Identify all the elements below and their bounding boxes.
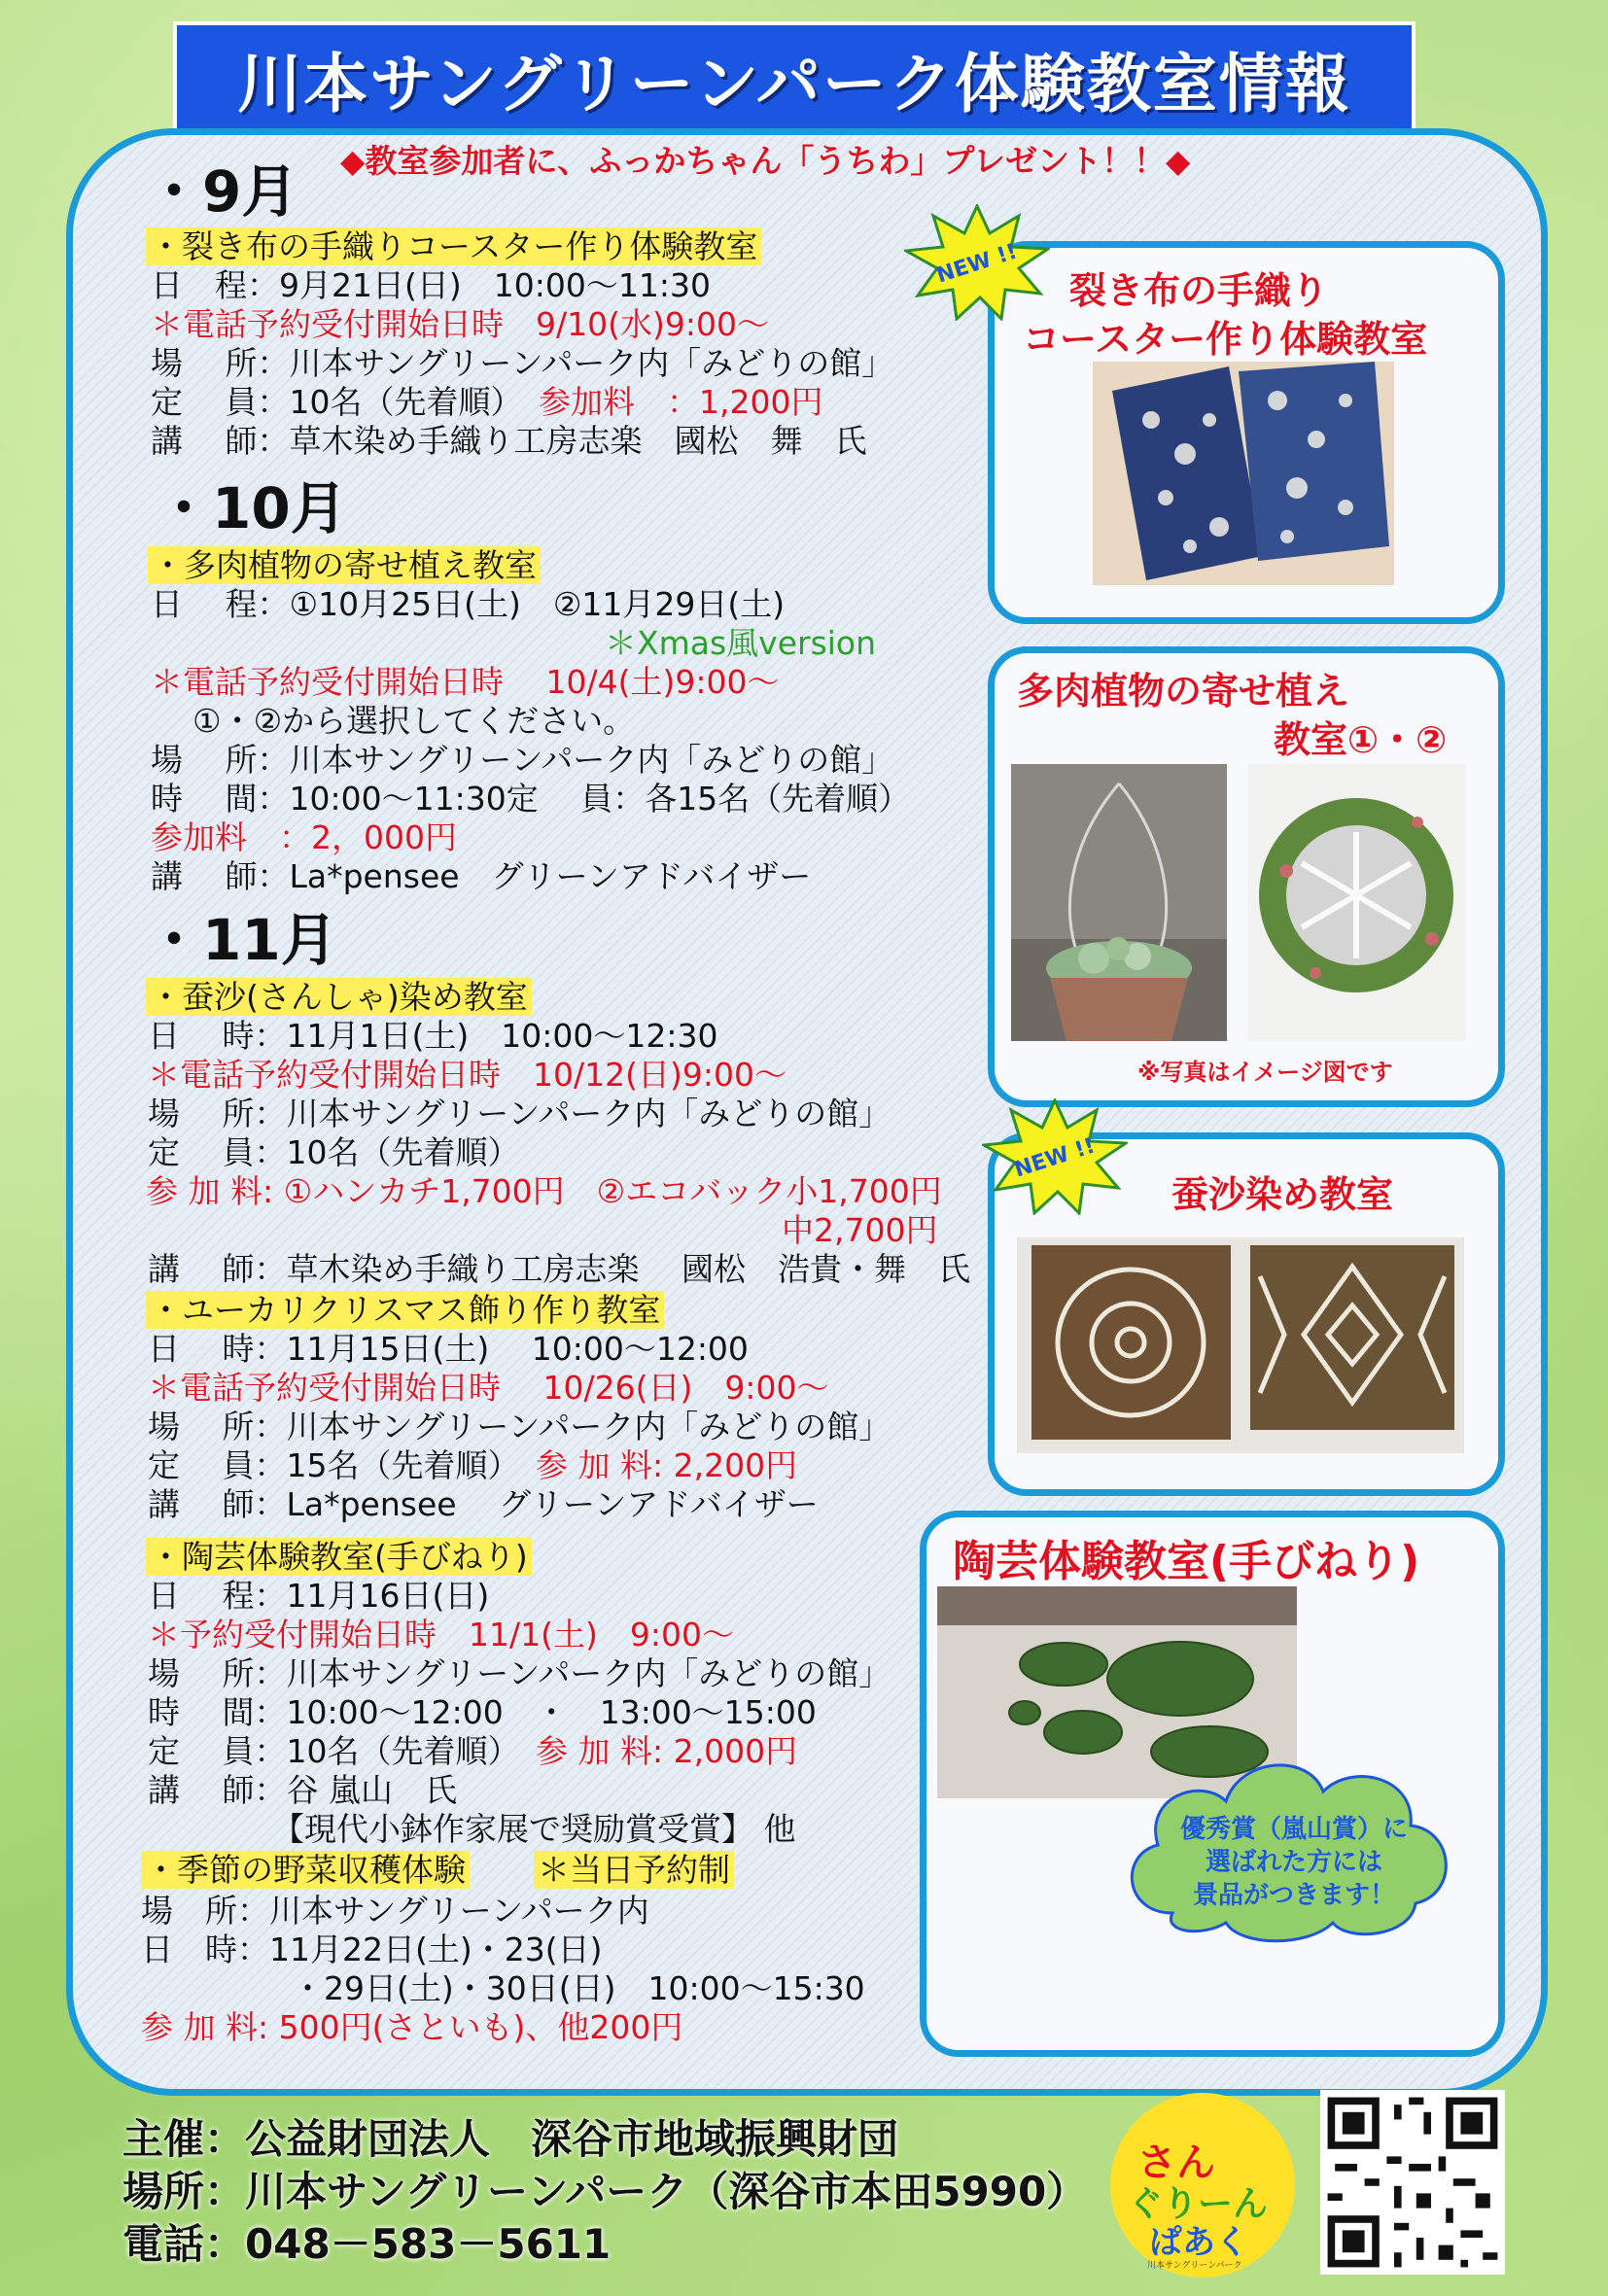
reservation-pottery: ＊予約受付開始日時 11/1(土) 9:00～: [148, 1616, 734, 1653]
instructor-silk: 講 師：草木染め手織り工房志楽 國松 浩貴・舞 氏: [148, 1250, 970, 1288]
capacity-eucalyptus: 定 員：15名（先着順） 参 加 料: 2,200円: [148, 1446, 798, 1484]
logo-sub: 川本サングリーンパーク: [1147, 2261, 1242, 2271]
award-text-2: 選ばれた方には: [1205, 1848, 1382, 1877]
date-silk: 日 時：11月1日(土) 10:00～12:30: [148, 1017, 718, 1055]
silk-box-title: 蚕沙染め教室: [1171, 1173, 1394, 1216]
new-badge-2-text: NEW !!: [1011, 1133, 1099, 1183]
new-badge-1: [904, 204, 1050, 321]
image-caption: ※写真はイメージ図です: [1137, 1059, 1393, 1086]
coaster-box-title-2: コースター作り体験教室: [1023, 318, 1428, 361]
fee-succulent: 参加料 ：2，000円: [151, 818, 457, 856]
place-pottery: 場 所：川本サングリーンパーク内「みどりの館」: [148, 1654, 891, 1692]
pottery-box-title: 陶芸体験教室(手びねり): [953, 1537, 1420, 1586]
new-badge-2: [982, 1098, 1128, 1215]
date-harvest-2: ・29日(土)・30日(日) 10:00～15:30: [292, 1969, 865, 2007]
instructor-pottery: 講 師：谷 嵐山 氏: [148, 1771, 457, 1809]
reservation-coaster: ＊電話予約受付開始日時 9/10(水)9:00～: [151, 305, 769, 343]
instructor-award: 【現代小鉢作家展で奨励賞受賞】 他: [272, 1810, 796, 1848]
class-title-coaster: ・裂き布の手織りコースター作り体験教室: [146, 222, 761, 267]
class-title-eucalyptus: ・ユーカリクリスマス飾り作り教室: [146, 1285, 664, 1331]
schedule-coaster: 日 程：9月21日(日) 10:00～11:30: [151, 266, 711, 304]
fee-silk-2: 中2,700円: [782, 1211, 938, 1249]
qr-code[interactable]: [1320, 2090, 1505, 2275]
instructor-eucalyptus: 講 師：La*pensee グリーンアドバイザー: [148, 1485, 819, 1523]
class-title-harvest: ・季節の野菜収穫体験 ＊当日予約制: [141, 1845, 734, 1891]
fee-silk: 参 加 料: ①ハンカチ1,700円 ②エコバック小1,700円: [146, 1172, 942, 1210]
month-november: ・11月: [146, 907, 337, 973]
succulent-box-title-2: 教室①・②: [1274, 718, 1448, 761]
coaster-box-title-1: 裂き布の手織り: [1069, 269, 1329, 312]
award-text-3: 景品がつきます！: [1192, 1881, 1395, 1910]
new-badge-1-text: NEW !!: [933, 239, 1021, 289]
place-succulent: 場 所：川本サングリーンパーク内「みどりの館」: [151, 741, 894, 779]
time-pottery: 時 間：10:00～12:00 ・ 13:00～15:00: [148, 1693, 817, 1731]
place-harvest: 場 所：川本サングリーンパーク内: [141, 1892, 649, 1930]
place-eucalyptus: 場 所：川本サングリーンパーク内「みどりの館」: [148, 1408, 891, 1445]
class-title-pottery: ・陶芸体験教室(手びねり): [146, 1532, 532, 1578]
date-pottery: 日 程：11月16日(日): [148, 1577, 490, 1615]
capacity-coaster: 定 員：10名（先着順） 参加料 ：1,200円: [151, 383, 823, 421]
xmas-note: ＊Xmas風version: [605, 624, 877, 662]
park-logo: [1110, 2093, 1295, 2278]
silk-dye-photo: [1017, 1237, 1464, 1453]
succulent-hanging-photo: [1011, 764, 1227, 1041]
venue: 場所：川本サングリーンパーク（深谷市本田5990）: [122, 2168, 1088, 2215]
reservation-silk: ＊電話予約受付開始日時 10/12(日)9:00～: [148, 1056, 787, 1094]
capacity-pottery: 定 員：10名（先着順） 参 加 料: 2,000円: [148, 1732, 798, 1770]
reservation-succulent: ＊電話予約受付開始日時 10/4(土)9:00～: [151, 663, 780, 701]
reservation-eucalyptus: ＊電話予約受付開始日時 10/26(日) 9:00～: [148, 1369, 829, 1407]
date-eucalyptus: 日 時：11月15日(土) 10:00～12:00: [148, 1330, 749, 1368]
place-silk: 場 所：川本サングリーンパーク内「みどりの館」: [148, 1095, 891, 1132]
date-harvest: 日 時：11月22日(土)・23(日): [141, 1931, 603, 1968]
instructor-coaster: 講 師：草木染め手織り工房志楽 國松 舞 氏: [151, 422, 867, 460]
logo-line2: ぐりーん: [1128, 2184, 1269, 2224]
class-title-silk: ・蚕沙(さんしゃ)染め教室: [146, 972, 532, 1018]
class-title-succulent: ・多肉植物の寄せ植え教室: [148, 540, 541, 586]
present-notice: ◆教室参加者に、ふっかちゃん「うちわ」プレゼント！！◆: [340, 142, 1191, 180]
fee-harvest: 参 加 料: 500円(さといも)、他200円: [141, 2008, 683, 2046]
instructor-succulent: 講 師：La*pensee グリーンアドバイザー: [151, 857, 812, 895]
place-coaster: 場 所：川本サングリーンパーク内「みどりの館」: [151, 344, 894, 382]
succulent-box-title-1: 多肉植物の寄せ植え: [1017, 670, 1350, 713]
succulent-wreath-photo: [1247, 764, 1466, 1041]
award-text-1: 優秀賞（嵐山賞）に: [1179, 1815, 1408, 1844]
title-banner: [173, 21, 1416, 134]
coaster-photo: [1093, 362, 1394, 585]
month-september: ・9月: [146, 158, 298, 225]
month-october: ・10月: [156, 475, 347, 541]
choice-note: ①・②から選択してください。: [192, 702, 636, 740]
time-succulent: 時 間：10:00～11:30定 員：各15名（先着順）: [151, 780, 911, 818]
logo-line3: ぱあく: [1149, 2223, 1248, 2262]
organizer: 主催：公益財団法人 深谷市地域振興財団: [122, 2115, 899, 2163]
capacity-silk: 定 員：10名（先着順）: [148, 1133, 520, 1171]
logo-line1: さん: [1137, 2140, 1215, 2185]
schedule-succulent: 日 程：①10月25日(土) ②11月29日(土): [151, 585, 786, 623]
phone: 電話：048－583－5611: [122, 2220, 612, 2268]
page-title: 川本サングリーンパーク体験教室情報: [237, 46, 1351, 122]
